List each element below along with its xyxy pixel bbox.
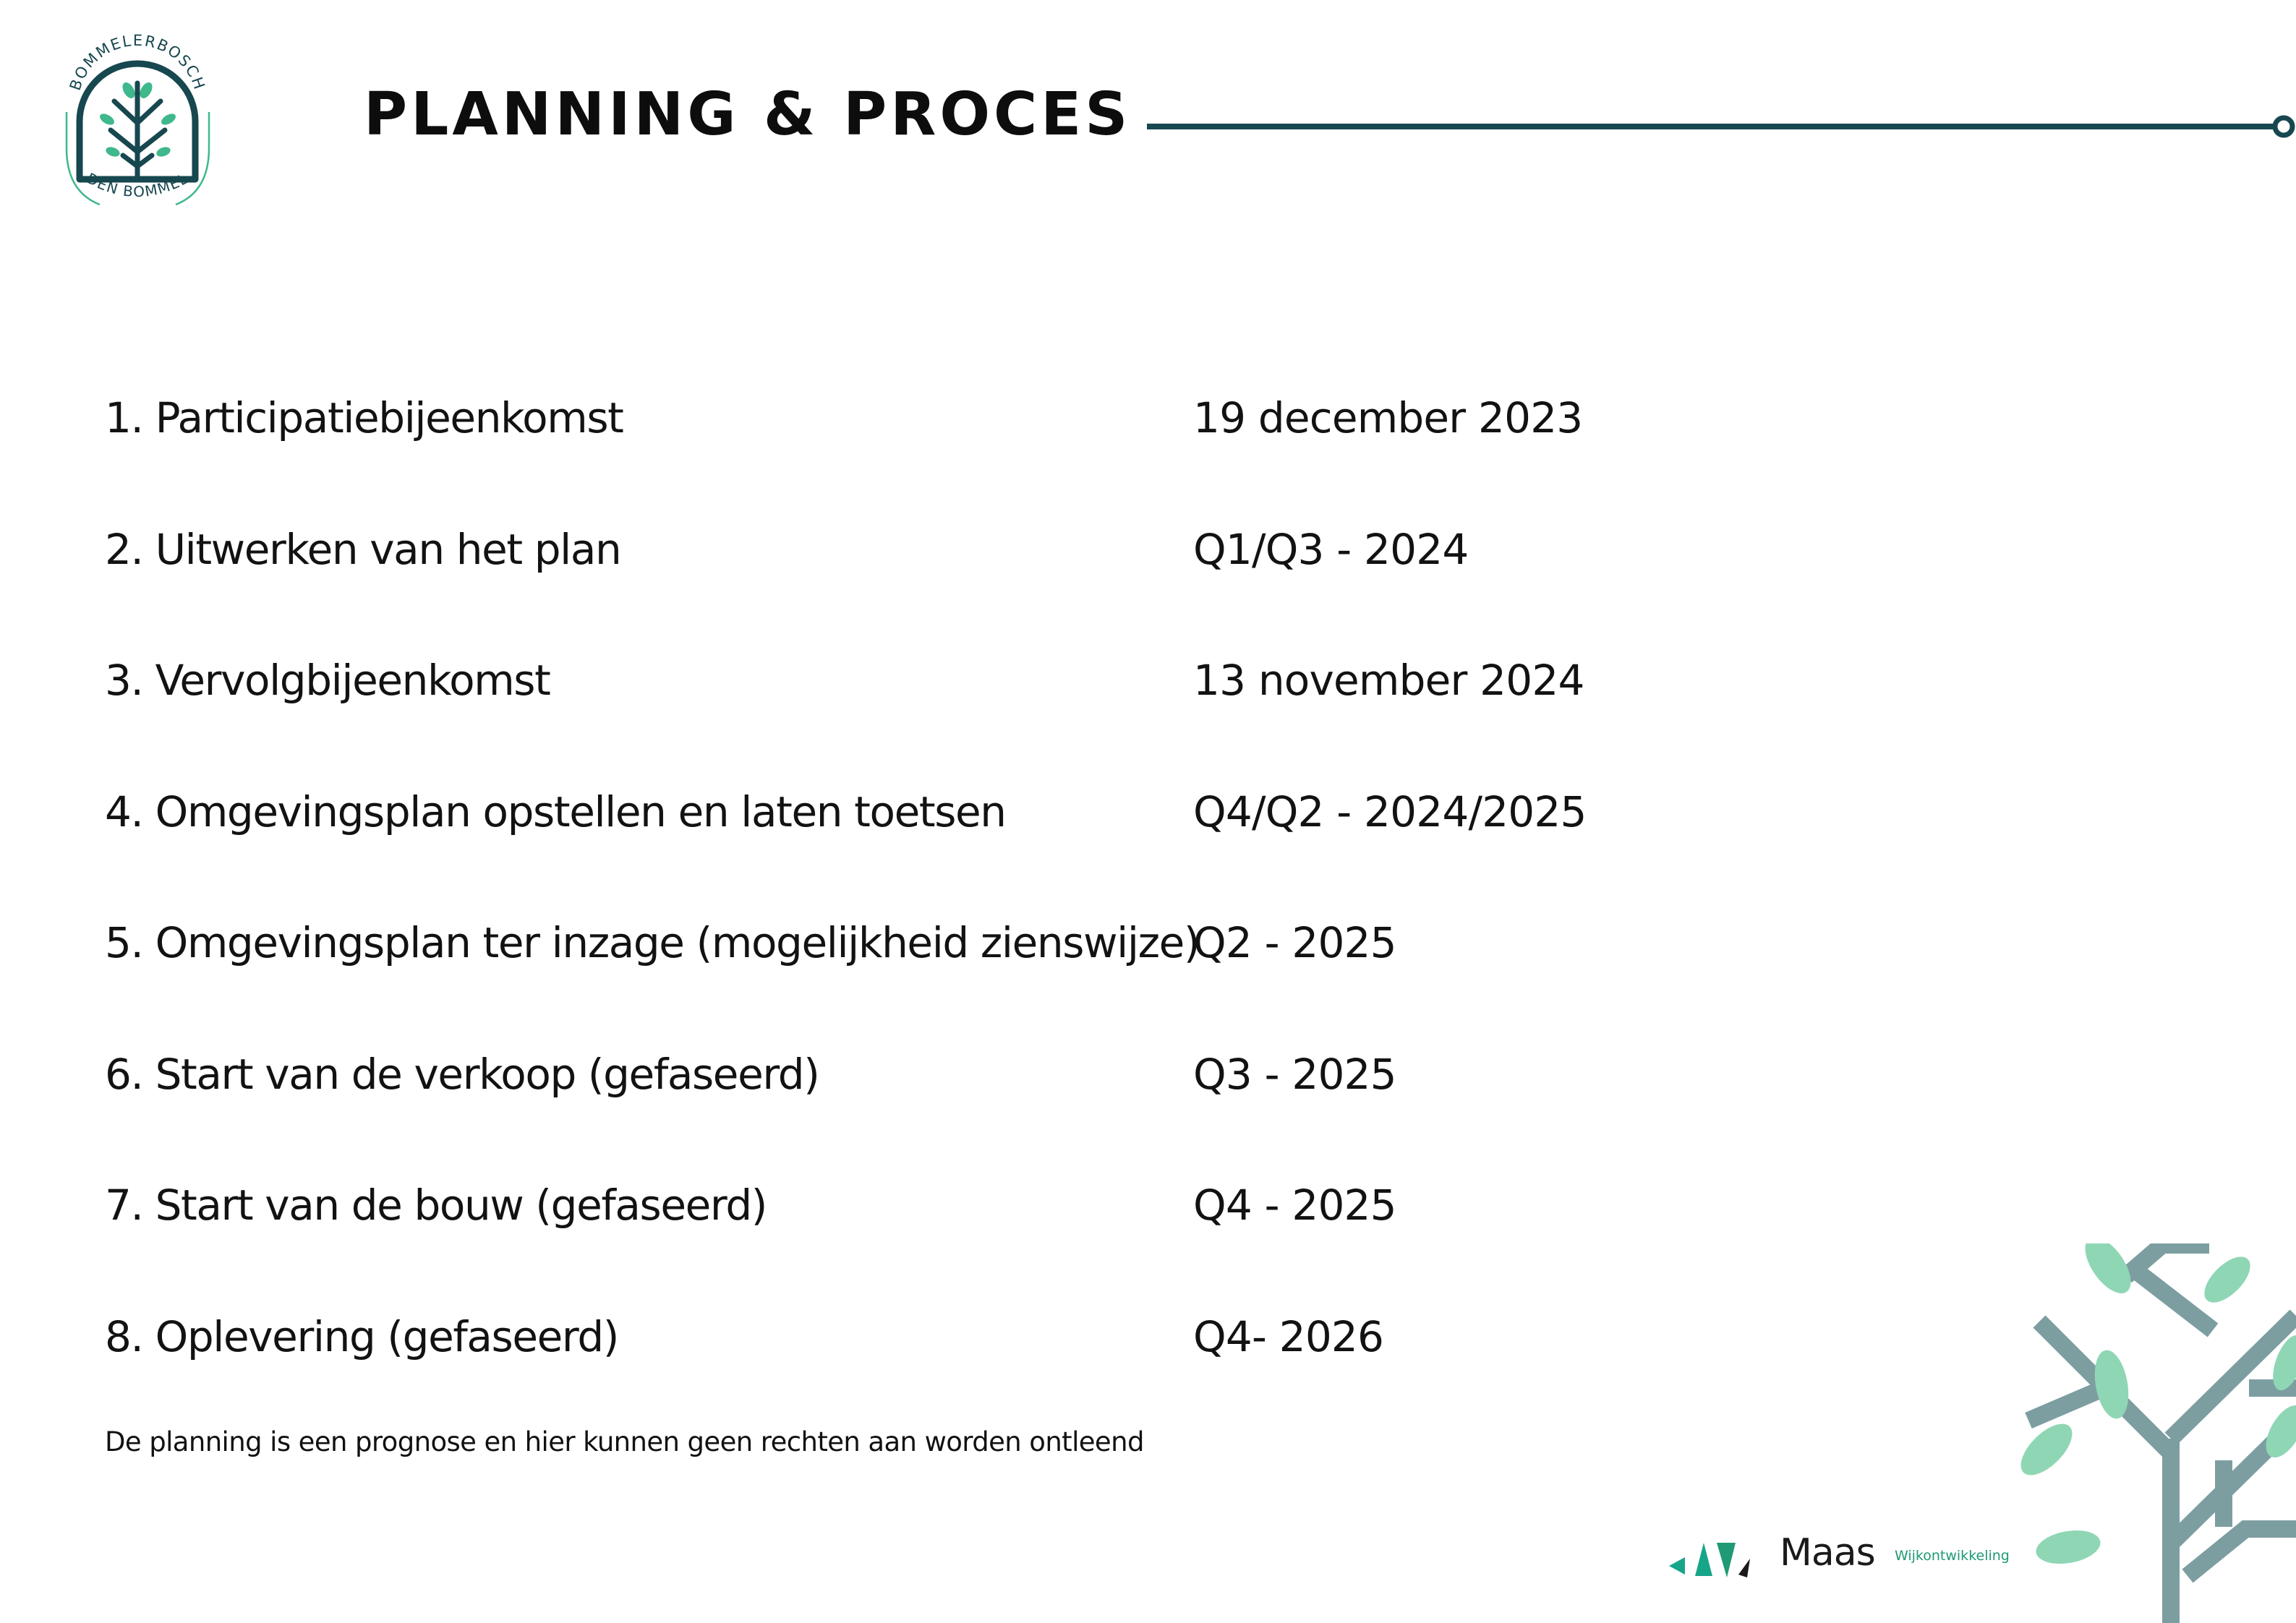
planning-step: 5. Omgevingsplan ter inzage (mogelijkheid zienswijze) xyxy=(105,918,1200,967)
planning-date: Q4/Q2 - 2024/2025 xyxy=(1193,787,1587,836)
planning-step: 8. Oplevering (gefaseerd) xyxy=(105,1311,618,1361)
planning-row xyxy=(105,776,1840,907)
planning-step: 2. Uitwerken van het plan xyxy=(105,524,621,574)
planning-date: Q4 - 2025 xyxy=(1193,1181,1396,1230)
disclaimer-text: De planning is een prognose en hier kunnen geen rechten aan worden ontleend xyxy=(105,1426,1144,1457)
planning-row xyxy=(105,644,1840,776)
tree-icon xyxy=(2010,1243,2296,1623)
planning-date: 19 december 2023 xyxy=(1193,393,1583,442)
planning-date: 13 november 2024 xyxy=(1193,656,1584,705)
planning-row xyxy=(105,1169,1840,1301)
planning-row xyxy=(105,513,1840,645)
brand-name: Maas xyxy=(1780,1531,1875,1575)
planning-date: Q1/Q3 - 2024 xyxy=(1193,524,1469,574)
planning-step: 1. Participatiebijeenkomst xyxy=(105,393,623,442)
planning-row xyxy=(105,1038,1840,1170)
logo-bottom-text: DEN BOMMEL xyxy=(83,169,192,201)
brand-tagline: Wijkontwikkeling xyxy=(1895,1548,2010,1564)
planning-row xyxy=(105,907,1840,1038)
planning-step: 4. Omgevingsplan opstellen en laten toetsen xyxy=(105,787,1006,836)
logo-top-text: BOMMELERBOSCH xyxy=(66,31,209,93)
planning-step: 7. Start van de bouw (gefaseerd) xyxy=(105,1181,767,1230)
planning-list xyxy=(105,382,1840,1431)
page-title: PLANNING & PROCES xyxy=(364,80,1132,149)
planning-row xyxy=(105,382,1840,513)
planning-step: 6. Start van de verkoop (gefaseerd) xyxy=(105,1049,819,1099)
bommelerbosch-logo xyxy=(56,22,219,228)
planning-date: Q2 - 2025 xyxy=(1193,918,1396,967)
planning-row xyxy=(105,1301,1840,1432)
planning-date: Q4- 2026 xyxy=(1193,1311,1384,1361)
planning-step: 3. Vervolgbijeenkomst xyxy=(105,656,550,705)
title-divider xyxy=(1147,114,2296,143)
planning-date: Q3 - 2025 xyxy=(1193,1049,1396,1099)
